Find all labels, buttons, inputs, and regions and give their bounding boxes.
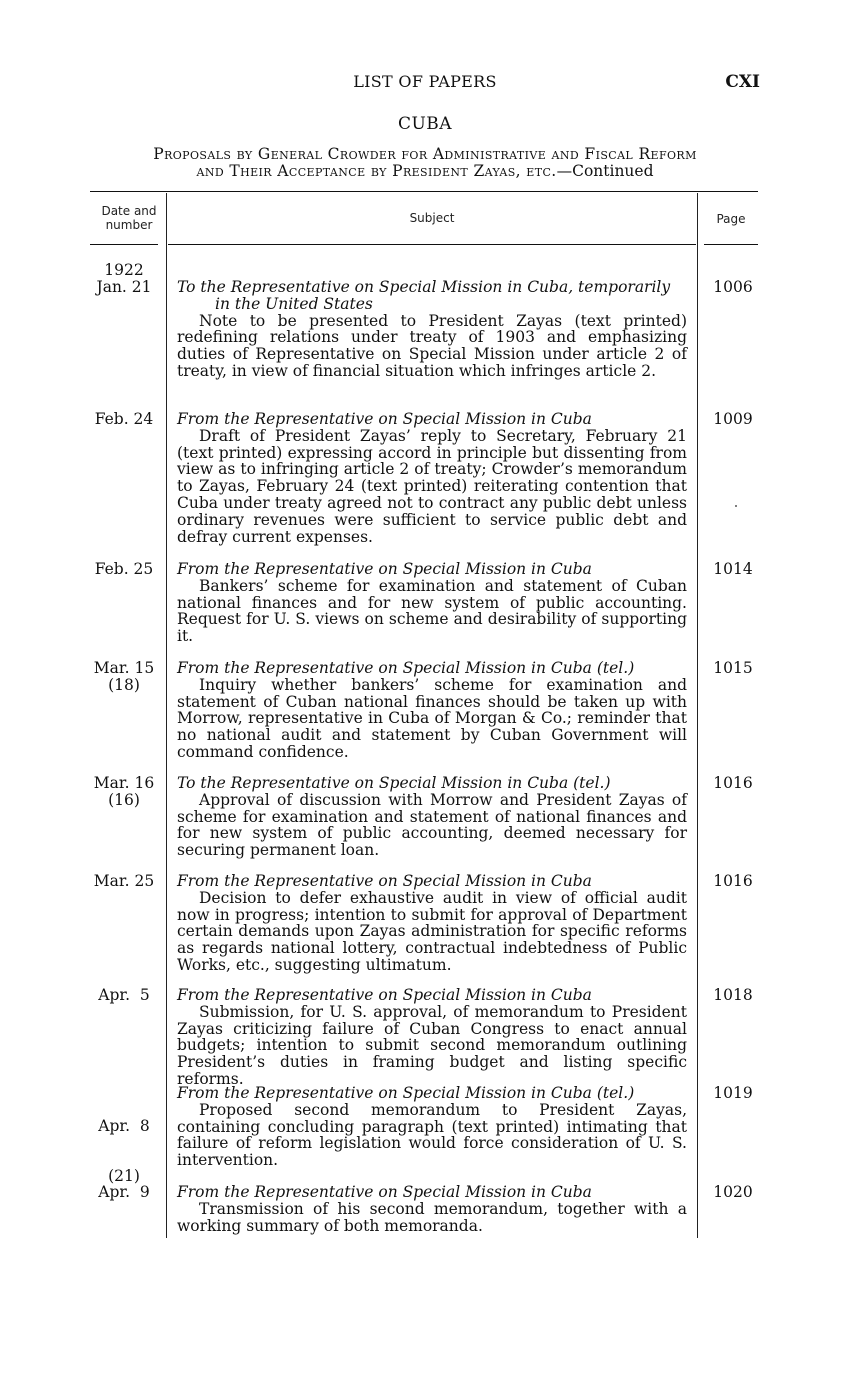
page-number: CXI	[725, 72, 760, 92]
stray-mark	[735, 505, 737, 507]
entry-page: 1015	[713, 659, 753, 677]
section-heading-continued: —Continued	[556, 162, 654, 180]
entry-page: 1014	[713, 560, 753, 578]
entry-title-continued: in the United States	[215, 294, 373, 313]
entry-date: Feb. 24	[94, 410, 154, 428]
entry-title: From the Representative on Special Mission in Cuba	[177, 560, 592, 578]
entry-title: From the Representative on Special Mission in Cuba (tel.)	[177, 659, 635, 677]
list-item	[177, 873, 687, 974]
year-label: 1922	[104, 261, 144, 279]
entry-title: From the Representative on Special Mission in Cuba (tel.)	[177, 1084, 635, 1102]
entry-page: 1016	[713, 774, 753, 792]
date-column-header: Date and number	[101, 204, 157, 232]
entry-date-text: Apr. 8	[98, 1117, 150, 1135]
entry-number: (21)	[108, 1166, 140, 1185]
section-heading	[90, 146, 760, 180]
entry-date: Apr. 9	[98, 1183, 150, 1201]
section-heading-line2	[90, 163, 760, 180]
list-item	[177, 561, 687, 645]
entry-date-text: Mar. 16	[93, 774, 155, 792]
entry-title-text: To the Representative on Special Mission in Cuba, temporarily	[177, 278, 671, 296]
page-column-header: Page	[716, 212, 746, 226]
column-divider-left	[166, 193, 167, 1238]
entry-date: Mar. 25	[93, 872, 155, 890]
section-heading-line1: Proposals by General Crowder for Administrative and Fiscal Reform	[153, 145, 697, 163]
section-heading-line2-sc: and Their Acceptance by President Zayas, etc.	[196, 162, 557, 180]
entry-date-text: Mar. 15	[93, 659, 155, 677]
entry-title: To the Representative on Special Mission in Cuba (tel.)	[177, 774, 611, 792]
entry-page: 1018	[713, 986, 753, 1004]
entry-summary: Inquiry whether bankers’ scheme for examination and statement of Cuban national finances should be taken up with Morrow, representative in Cuba of Morgan & Co.; reminder that no national audit and statement by Cuban Government will command confidence.	[177, 675, 687, 761]
entry-summary: Submission, for U. S. approval, of memorandum to President Zayas criticizing failure of Cuban Congress to enact annual budgets; intention to submit second memorandum outlining President’s duties in framing budget and listing specific reforms.	[177, 1002, 687, 1088]
entry-page: 1006	[713, 278, 753, 296]
entry-summary: Transmission of his second memorandum, together with a working summary of both memoranda.	[177, 1199, 687, 1235]
entry-summary: Approval of discussion with Morrow and President Zayas of scheme for examination and statement of national finances and for new system of public accounting, deemed necessary for securing permanent loan.	[177, 790, 687, 860]
entry-title: From the Representative on Special Mission in Cuba	[177, 410, 592, 428]
country-title: CUBA	[397, 114, 453, 134]
entry-page: 1016	[713, 872, 753, 890]
entry-date: Jan. 21	[96, 278, 152, 296]
list-item	[177, 660, 687, 761]
list-item	[177, 411, 687, 545]
entry-number: (18)	[108, 675, 140, 694]
running-title: LIST OF PAPERS	[353, 72, 497, 91]
list-item	[177, 775, 687, 859]
entry-number: (16)	[108, 790, 140, 809]
list-item	[177, 279, 687, 380]
entry-page: 1019	[713, 1084, 753, 1102]
entry-summary: Decision to defer exhaustive audit in view of official audit now in progress; intention to submit for approval of Department certain demands upon Zayas administration for specific reforms as regards national lottery, contractual indebtedness of Public Works, etc., suggesting ultimatum.	[177, 888, 687, 974]
entry-title	[177, 279, 687, 313]
list-item	[177, 1085, 687, 1169]
entry-summary: Draft of President Zayas’ reply to Secretary, February 21 (text printed) expressing accord in principle but dissenting from view as to infringing article 2 of treaty; Crowder’s memorandum to Zayas, February 24 (text printed) reiterating contention that Cuba under treaty agreed not to contract any public debt unless ordinary revenues were sufficient to service public debt and defray current expenses.	[177, 426, 687, 546]
list-item	[177, 987, 687, 1088]
entry-summary: Proposed second memorandum to President Zayas, containing concluding paragraph (text printed) intimating that failure of reform legislation would force consideration of U. S. intervention.	[177, 1100, 687, 1170]
subject-column-header: Subject	[409, 211, 455, 225]
entry-page: 1009	[713, 410, 753, 428]
entry-summary: Bankers’ scheme for examination and statement of Cuban national finances and for new system of public accounting. Request for U. S. views on scheme and desirability of supporting it.	[177, 576, 687, 646]
entry-summary: Note to be presented to President Zayas (text printed) redefining relations under treaty of 1903 and emphasizing duties of Representative on Special Mission under article 2 of treaty, in view of financial situation which infringes article 2.	[177, 311, 687, 380]
entry-date	[90, 775, 158, 808]
column-divider-right	[697, 193, 698, 1238]
running-head	[90, 72, 760, 96]
entry-title: From the Representative on Special Mission in Cuba	[177, 872, 592, 890]
table-top-rule	[90, 191, 758, 192]
page-header-rule	[704, 244, 758, 245]
entry-title: From the Representative on Special Mission in Cuba	[177, 986, 592, 1004]
entry-date	[90, 660, 158, 693]
list-item	[177, 1184, 687, 1234]
entry-date: Apr. 5	[98, 986, 150, 1004]
date-header-rule	[90, 244, 158, 245]
entry-title: From the Representative on Special Mission in Cuba	[177, 1183, 592, 1201]
subject-header-rule	[168, 244, 696, 245]
entry-date: Feb. 25	[94, 560, 154, 578]
entry-page: 1020	[713, 1183, 753, 1201]
